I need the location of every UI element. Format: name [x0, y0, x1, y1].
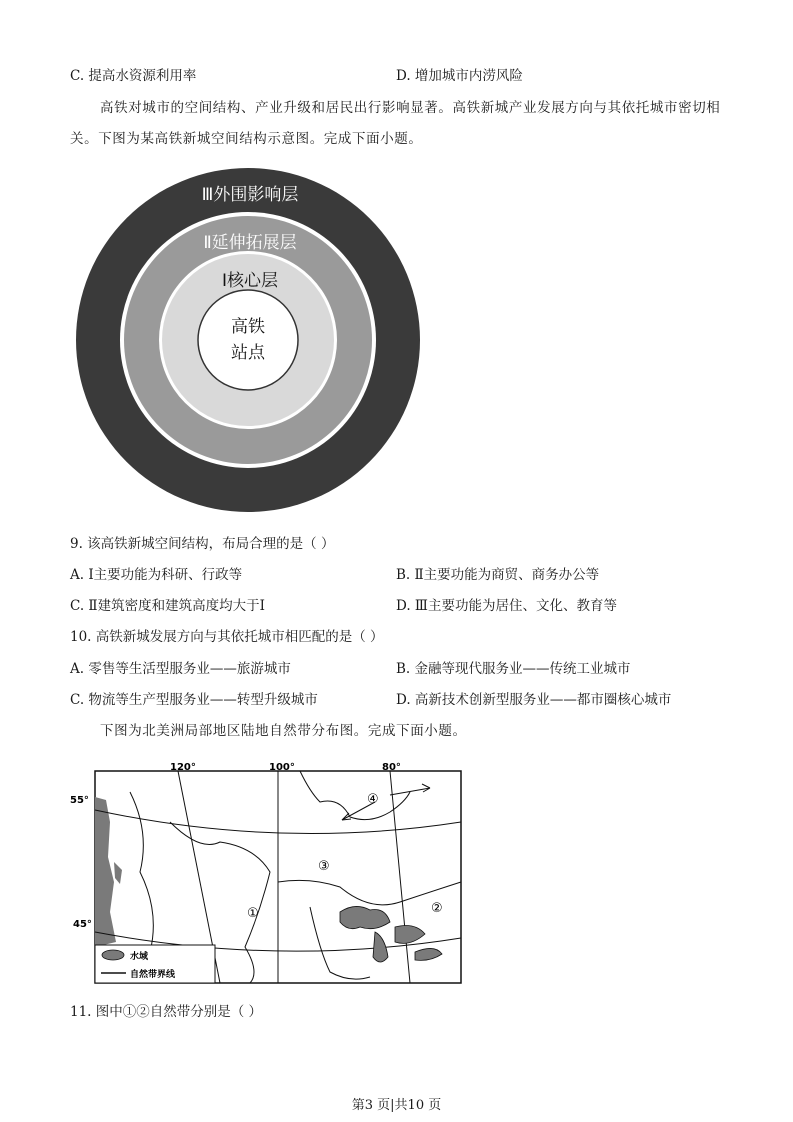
q10-option-d[interactable]: D. 高新技术创新型服务业——都市圈核心城市 — [396, 692, 672, 708]
q9-option-a[interactable]: A. Ⅰ主要功能为科研、行政等 — [70, 567, 243, 583]
lon-label-120: 120° — [170, 762, 196, 773]
intro-paragraph-line1: 高铁对城市的空间结构、产业升级和居民出行影响显著。高铁新城产业发展方向与其依托城市密切相 — [100, 100, 721, 116]
q9-option-c[interactable]: C. Ⅱ建筑密度和建筑高度均大于Ⅰ — [70, 598, 265, 614]
q10-option-c[interactable]: C. 物流等生产型服务业——转型升级城市 — [70, 692, 318, 708]
lon-label-100: 100° — [269, 762, 295, 773]
page-footer: 第3 页|共10 页 — [351, 1098, 442, 1113]
ring1-label: Ⅰ核心层 — [221, 271, 279, 291]
q9-option-d[interactable]: D. Ⅲ主要功能为居住、文化、教育等 — [396, 598, 617, 614]
q9-stem: 9. 该高铁新城空间结构，布局合理的是（ ） — [70, 536, 335, 552]
center-label-line2: 站点 — [231, 343, 265, 363]
ring2-label: Ⅱ延伸拓展层 — [203, 233, 297, 253]
option-c-prev: C. 提高水资源利用率 — [70, 68, 197, 84]
north-america-natural-zone-map — [70, 762, 465, 987]
lat-label-55: 55° — [70, 795, 89, 806]
q10-option-b[interactable]: B. 金融等现代服务业——传统工业城市 — [396, 661, 631, 677]
zone-label-4: ④ — [367, 792, 379, 807]
lon-label-80: 80° — [382, 762, 401, 773]
q10-stem: 10. 高铁新城发展方向与其依托城市相匹配的是（ ） — [70, 629, 384, 645]
center-label-line1: 高铁 — [231, 317, 265, 337]
intro2-paragraph: 下图为北美洲局部地区陆地自然带分布图。完成下面小题。 — [100, 723, 467, 739]
legend-boundary-label: 自然带界线 — [130, 970, 176, 980]
legend-water-label: 水域 — [130, 952, 149, 962]
option-d-prev: D. 增加城市内涝风险 — [396, 68, 523, 84]
intro-paragraph-line2: 关。下图为某高铁新城空间结构示意图。完成下面小题。 — [70, 131, 423, 147]
zone-label-3: ③ — [318, 859, 330, 874]
legend-water-swatch — [102, 950, 124, 960]
center-station — [198, 290, 298, 390]
hsr-spatial-structure-diagram — [74, 166, 422, 514]
q9-option-b[interactable]: B. Ⅱ主要功能为商贸、商务办公等 — [396, 567, 600, 583]
q10-option-a[interactable]: A. 零售等生活型服务业——旅游城市 — [70, 661, 291, 677]
lat-label-45: 45° — [73, 919, 92, 930]
q11-stem: 11. 图中①②自然带分别是（ ） — [70, 1004, 263, 1020]
zone-label-2: ② — [431, 901, 443, 916]
ring3-label: Ⅲ外围影响层 — [201, 185, 299, 205]
zone-label-1: ① — [247, 906, 259, 921]
